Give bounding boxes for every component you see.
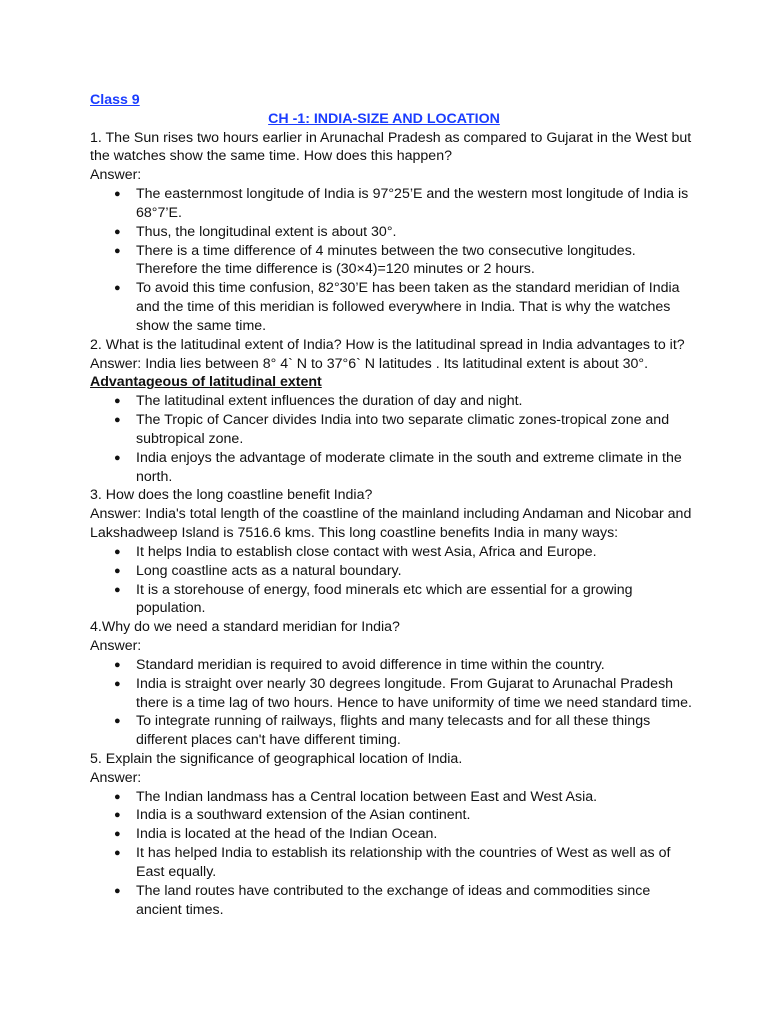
text-line: India is a southward extension of the Asian continent. — [136, 807, 471, 824]
bullet-item — [90, 279, 690, 335]
text-line: there is a time lag of two hours. Hence to have uniformity of time we need standard time. — [136, 694, 692, 711]
text-line: ancient times. — [136, 901, 224, 918]
bullet-icon: ● — [114, 188, 121, 201]
text-line: Answer: — [90, 167, 142, 184]
text-line: It helps India to establish close contact with west Asia, Africa and Europe. — [136, 543, 597, 560]
bullet-item — [90, 562, 690, 581]
text-line: 1. The Sun rises two hours earlier in Arunachal Pradesh as compared to Gujarat in the West but — [90, 129, 692, 146]
text-line: India enjoys the advantage of moderate climate in the south and extreme climate in the — [136, 449, 682, 466]
bullet-icon: ● — [114, 884, 121, 897]
text-line: The land routes have contributed to the exchange of ideas and commodities since — [136, 882, 651, 899]
paragraph — [90, 769, 690, 788]
text-line: The Tropic of Cancer divides India into two separate climatic zones-tropical zone and — [136, 412, 670, 429]
paragraph — [90, 505, 690, 543]
bullet-item — [90, 581, 690, 619]
bullet-item — [90, 543, 690, 562]
text-line: Standard meridian is required to avoid difference in time within the country. — [136, 656, 605, 673]
text-line: India is straight over nearly 30 degrees longitude. From Gujarat to Arunachal Pradesh — [136, 675, 674, 692]
text-line: There is a time difference of 4 minutes between the two consecutive longitudes. — [136, 242, 636, 259]
text-line: The latitudinal extent influences the duration of day and night. — [136, 393, 523, 410]
paragraph — [90, 166, 690, 185]
chapter-title — [90, 110, 690, 129]
text-line: Lakshadweep Island is 7516.6 kms. This long coastline benefits India in many ways: — [90, 525, 619, 542]
bullet-item — [90, 392, 690, 411]
bullet-item — [90, 242, 690, 280]
bullet-icon: ● — [114, 677, 121, 690]
text-line: Thus, the longitudinal extent is about 30°. — [136, 223, 397, 240]
class-label — [90, 91, 690, 110]
text-line: India is located at the head of the Indian Ocean. — [136, 826, 438, 843]
bullet-icon: ● — [114, 451, 121, 464]
text-line: Advantageous of latitudinal extent — [90, 374, 322, 391]
bullet-item — [90, 844, 690, 882]
section-heading — [90, 373, 690, 392]
text-line: It has helped India to establish its relationship with the countries of West as well as of — [136, 845, 671, 862]
text-line: 2. What is the latitudinal extent of India? How is the latitudinal spread in India advantages to it? — [90, 336, 685, 353]
text-line: Long coastline acts as a natural boundary. — [136, 562, 402, 579]
paragraph — [90, 750, 690, 769]
text-line: 5. Explain the significance of geographical location of India. — [90, 750, 463, 767]
text-line: It is a storehouse of energy, food minerals etc which are essential for a growing — [136, 581, 633, 598]
text-line: Answer: — [90, 769, 142, 786]
bullet-item — [90, 411, 690, 449]
paragraph — [90, 129, 690, 167]
paragraph — [90, 336, 690, 355]
paragraph — [90, 486, 690, 505]
bullet-icon: ● — [114, 828, 121, 841]
bullet-item — [90, 806, 690, 825]
bullet-item — [90, 825, 690, 844]
text-line: show the same time. — [136, 317, 267, 334]
text-line: East equally. — [136, 863, 217, 880]
bullet-item — [90, 223, 690, 242]
text-line: 4.Why do we need a standard meridian for India? — [90, 619, 400, 636]
text-line: Therefore the time difference is (30×4)=120 minutes or 2 hours. — [136, 261, 535, 278]
text-line: The Indian landmass has a Central location between East and West Asia. — [136, 788, 598, 805]
bullet-item — [90, 882, 690, 920]
bullet-icon: ● — [114, 244, 121, 257]
text-line: the watches show the same time. How does this happen? — [90, 148, 452, 165]
bullet-icon: ● — [114, 225, 121, 238]
bullet-icon: ● — [114, 809, 121, 822]
text-line: population. — [136, 600, 206, 617]
bullet-icon: ● — [114, 395, 121, 408]
text-line: The easternmost longitude of India is 97°25’E and the western most longitude of India is — [136, 186, 689, 203]
bullet-icon: ● — [114, 564, 121, 577]
text-line: Class 9 — [90, 92, 140, 108]
bullet-icon: ● — [114, 545, 121, 558]
text-line: and the time of this meridian is followed everywhere in India. That is why the watches — [136, 299, 671, 316]
document-body — [90, 91, 690, 919]
text-line: Answer: India lies between 8° 4` N to 37°6` N latitudes . Its latitudinal extent is about 30°. — [90, 355, 649, 372]
bullet-icon: ● — [114, 414, 121, 427]
bullet-item — [90, 449, 690, 487]
text-line: Answer: India's total length of the coastline of the mainland including Andaman and Nicobar and — [90, 506, 692, 523]
text-line: 68°7’E. — [136, 204, 182, 221]
text-line: To integrate running of railways, flights and many telecasts and for all these things — [136, 713, 651, 730]
text-line: different places can't have different timing. — [136, 732, 401, 749]
bullet-icon: ● — [114, 847, 121, 860]
bullet-icon: ● — [114, 658, 121, 671]
text-line: CH -1: INDIA-SIZE AND LOCATION — [268, 110, 500, 127]
paragraph — [90, 618, 690, 637]
text-line: To avoid this time confusion, 82°30’E has been taken as the standard meridian of India — [136, 280, 680, 297]
paragraph — [90, 637, 690, 656]
bullet-item — [90, 185, 690, 223]
paragraph — [90, 355, 690, 374]
bullet-item — [90, 712, 690, 750]
bullet-icon: ● — [114, 790, 121, 803]
bullet-icon: ● — [114, 282, 121, 295]
bullet-icon: ● — [114, 583, 121, 596]
bullet-icon: ● — [114, 715, 121, 728]
text-line: subtropical zone. — [136, 430, 244, 447]
text-line: Answer: — [90, 638, 142, 655]
text-line: north. — [136, 468, 173, 485]
text-line: 3. How does the long coastline benefit India? — [90, 487, 373, 504]
bullet-item — [90, 675, 690, 713]
bullet-item — [90, 656, 690, 675]
bullet-item — [90, 788, 690, 807]
